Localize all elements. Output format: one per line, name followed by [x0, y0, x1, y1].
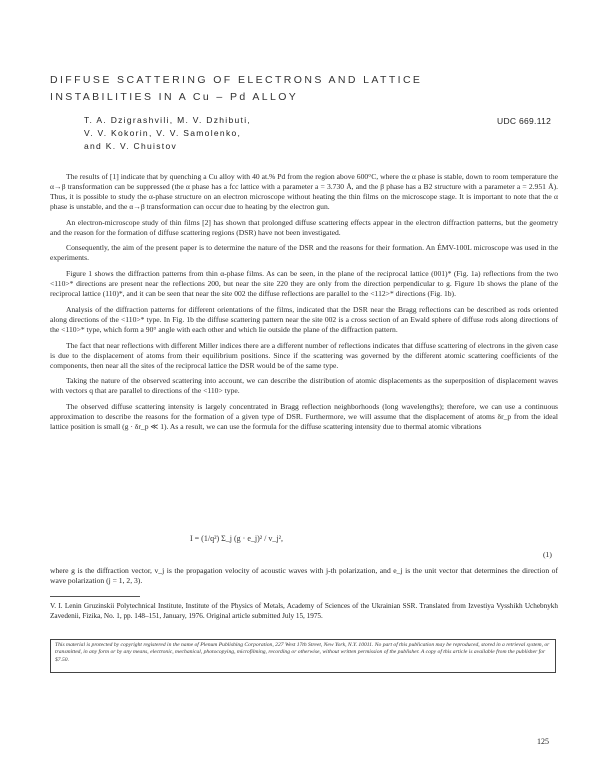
title-line-2: INSTABILITIES IN A Cu – Pd ALLOY [50, 91, 299, 103]
article-title [50, 72, 450, 106]
equation-number: (1) [543, 550, 552, 559]
paragraph: Figure 1 shows the diffraction patterns from thin α-phase films. As can be seen, in the plane of the reciprocal lattice (001)* (Fig. 1a) reflections from the two <110>* directions are present near the reflections 200, but near the site 220 they are only from the direction perpendicular to g. Figure 1b shows the plane of the reciprocal lattice (110)*, and it can be seen that near the site 002 the diffuse reflections are parallel to the <112>* directions (Fig. 1b). [50, 269, 558, 299]
paragraph: Analysis of the diffraction patterns for different orientations of the films, indicated that the DSR near the Bragg reflections can be described as rods oriented along directions of the <110>* type. In Fig. 1b the diffuse scattering pattern near the site 002 is a cross section of an Ewald sphere of diffuse rods along directions of the <110>* type, which form a 90° angle with each other and which lie outside the plane of the diffraction pattern. [50, 304, 558, 334]
paragraph: Taking the nature of the observed scattering into account, we can describe the distribution of atomic displacements as the superposition of displacement waves with vectors q that are parallel to directions of the <110> type. [50, 376, 558, 396]
paragraph: Consequently, the aim of the present paper is to determine the nature of the DSR and the reasons for their formation. An ÉMV-100L microscope was used in the experiments. [50, 243, 558, 263]
title-line-1: DIFFUSE SCATTERING OF ELECTRONS AND LATTICE [50, 74, 423, 86]
article-body [50, 172, 558, 438]
footnote-divider [50, 596, 140, 597]
author-line: T. A. Dzigrashvili, M. V. Dzhibuti, [84, 115, 252, 125]
author-line: and K. V. Chuistov [84, 141, 178, 151]
author-list [84, 114, 384, 153]
paragraph-after-equation: where g is the diffraction vector, v_j is the propagation velocity of acoustic waves with j-th polarization, and e_j is the unit vector that determines the direction of wave polarization (j = 1, 2, 3). [50, 566, 558, 585]
copyright-notice: This material is protected by copyright registered in the name of Plenum Publishing Corporation, 227 West 17th Street, New York, N.Y. 10011. No part of this publication may be reproduced, stored in a retrieval system, or transmitted, in any form or by any means, electronic, mechanical, photocopying, microfilming, recording or otherwise, without written permission of the publisher. A copy of this article is available from the publisher for $7.50. [50, 639, 556, 673]
page-number: 125 [537, 737, 549, 746]
footnote-affiliation: V. I. Lenin Gruzinskii Polytechnical Institute, Institute of the Physics of Metals, Academy of Sciences of the Ukrainian SSR. Translated from Izvestiya Vysshikh Uchebnykh Zavedenii, Fizika, No. 1, pp. 148–151, January, 1976. Original article submitted July 15, 1975. [50, 602, 558, 620]
paragraph: The results of [1] indicate that by quenching a Cu alloy with 40 at.% Pd from the region above 600°C, where the α phase is stable, down to room temperature the α→β transformation can be suppressed (the α phase has a fcc lattice with a parameter a = 3.730 Å, and the β phase has a B2 structure with a parameter a = 2.951 Å). Thus, it is possible to study the α-phase structure on an electron microscope without heating the thin films on the microscope stage. It is important to note that the α phase is unstable, and the α→β transformation can occur due to heating by the electron gun. [50, 172, 558, 211]
udc-code: UDC 669.112 [497, 116, 552, 126]
equation-1: I = (1/q²) Σ_j (g · e_j)² / v_j², [190, 534, 284, 543]
paragraph: The fact that near reflections with different Miller indices there are a different number of reflections indicates that diffuse scattering of electrons in the given case is due to the displacement of atoms from their equilibrium positions. Since if the scattering was governed by the different atomic scattering coefficients of the components, then near all the sites of the reciprocal lattice the DSR would be of the same type. [50, 340, 558, 370]
paragraph: An electron-microscope study of thin films [2] has shown that prolonged diffuse scattering effects appear in the electron diffraction patterns, but the geometry and the reason for the formation of diffuse scattering regions (DSR) have not been investigated. [50, 217, 558, 237]
paragraph: The observed diffuse scattering intensity is largely concentrated in Bragg reflection neighborhoods (long wavelengths); therefore, we can use a continuous approximation to describe the reasons for the formation of a given type of DSR. Furthermore, we will assume that the displacement of atoms δr_p from the ideal lattice position is small (g · δr_p ≪ 1). As a result, we can use the formula for the diffuse scattering intensity due to thermal atomic vibrations [50, 402, 558, 432]
author-line: V. V. Kokorin, V. V. Samolenko, [84, 128, 242, 138]
